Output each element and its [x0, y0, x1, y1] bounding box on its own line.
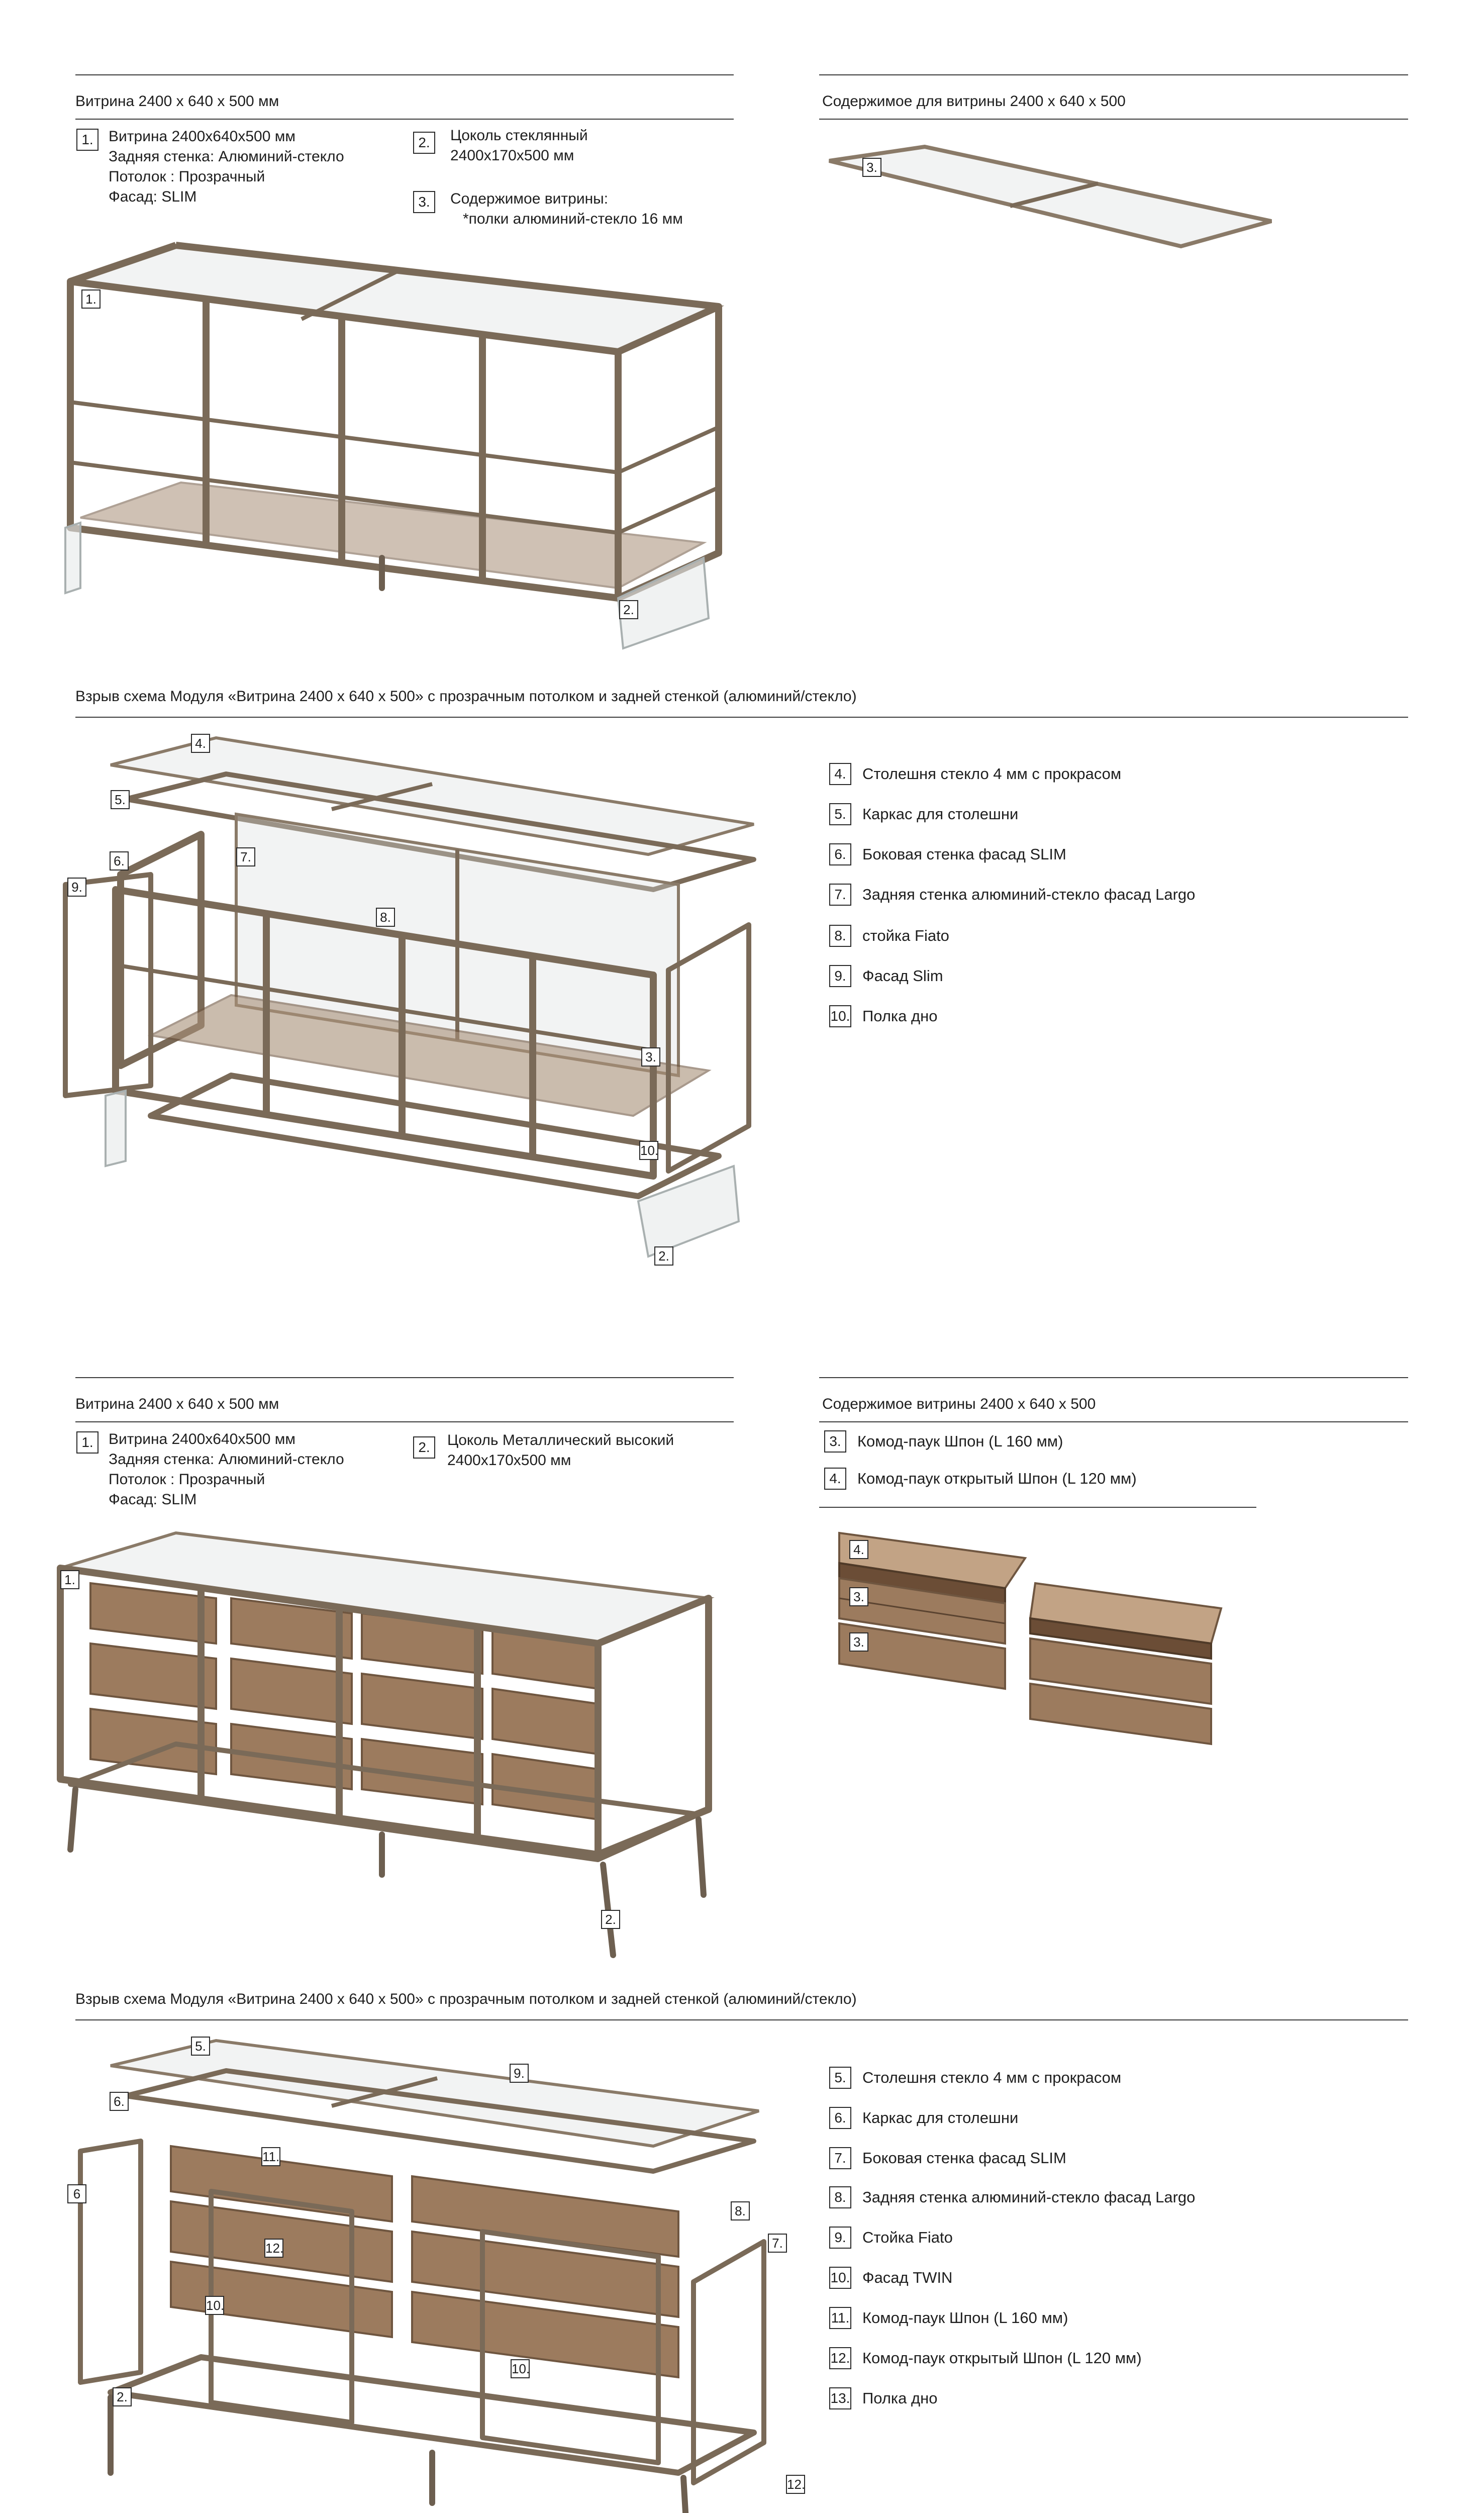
- exploded-facade-slim: [65, 875, 151, 1096]
- legend-text: Каркас для столешни: [862, 805, 1019, 823]
- section4-callout-11: 11.: [261, 2147, 280, 2166]
- section3-drawers-illustration: [819, 1523, 1281, 1754]
- section1-glass-shelf-illustration: [819, 141, 1281, 271]
- section3-callout-3b: 3.: [849, 1632, 868, 1652]
- section3-callout-4: 4.: [849, 1540, 868, 1559]
- section4-legend-row: [829, 2186, 1195, 2208]
- legend-text: Столешня стекло 4 мм с прокрасом: [862, 765, 1122, 783]
- section3-item1-number: 1.: [76, 1431, 98, 1454]
- legend-text: Боковая стенка фасад SLIM: [862, 2149, 1066, 2167]
- section1-item1-number: 1.: [76, 129, 98, 151]
- section4-callout-12b: 12.: [786, 2475, 805, 2494]
- section4-callout-10a: 10.: [205, 2296, 224, 2315]
- section2-callout-7: 7.: [236, 847, 255, 866]
- legend-text: Комод-паук Шпон (L 160 мм): [857, 1432, 1063, 1450]
- section4-legend-row: [829, 2347, 1142, 2369]
- section1-left-heading: Витрина 2400 х 640 х 500 мм: [75, 93, 279, 110]
- section3-callout-2: 2.: [601, 1910, 620, 1929]
- section2-legend-row: [829, 965, 943, 987]
- section2-legend-row: [829, 803, 1018, 825]
- section4-callout-6a: 6.: [110, 2092, 129, 2111]
- section4-legend-row: [829, 2267, 952, 2289]
- section2-legend-row: [829, 1005, 937, 1027]
- section2-exploded-illustration: [50, 724, 804, 1307]
- section2-callout-5: 5.: [111, 790, 130, 809]
- section3-callout-3a: 3.: [849, 1587, 868, 1606]
- section1-right-heading: Содержимое для витрины 2400 х 640 х 500: [822, 93, 1126, 110]
- legend-number: 6.: [829, 843, 851, 865]
- section4-callout-10b: 10.: [511, 2359, 530, 2378]
- legend-text: стойка Fiato: [862, 927, 949, 944]
- legend-number: 7.: [829, 884, 851, 906]
- section1-item2-text: Цоколь стеклянный 2400х170х500 мм: [450, 127, 588, 164]
- legend-number: 9.: [829, 2227, 851, 2249]
- section1-item3-number: 3.: [413, 191, 435, 213]
- section4-callout-8: 8.: [731, 2201, 750, 2220]
- section2-legend-row: [829, 884, 1195, 906]
- section3-item1-text: Витрина 2400х640х500 мм Задняя стенка: Алюминий-стекло Потолок : Прозрачный Фасад: SLIM: [109, 1431, 344, 1508]
- section4-legend-row: [829, 2107, 1018, 2129]
- section4-callout-9: 9.: [510, 2064, 529, 2083]
- section1-callout-2: 2.: [619, 600, 638, 619]
- legend-text: Комод-паук открытый Шпон (L 120 мм): [857, 1470, 1137, 1487]
- section2-heading: Взрыв схема Модуля «Витрина 2400 х 640 х 500» с прозрачным потолком и задней стенкой (алюминий/стекло): [75, 688, 857, 705]
- legend-number: 13.: [829, 2387, 851, 2409]
- legend-number: 3.: [824, 1430, 846, 1453]
- legend-number: 4.: [824, 1468, 846, 1490]
- legend-text: Задняя стенка алюминий-стекло фасад Largo: [862, 2188, 1196, 2206]
- section4-legend-row: [829, 2307, 1068, 2329]
- section1-top-rule-right: [819, 74, 1408, 75]
- section2-callout-9: 9.: [67, 878, 86, 897]
- section4-callout-7: 7.: [768, 2234, 787, 2253]
- section4-exploded-illustration: [50, 2031, 804, 2513]
- legend-text: Боковая стенка фасад SLIM: [862, 845, 1066, 863]
- legend-text: Полка дно: [862, 1007, 938, 1025]
- section3-heading-rule-left: [75, 1421, 734, 1422]
- section2-callout-3: 3.: [641, 1047, 660, 1067]
- section2-legend-row: [829, 763, 1121, 785]
- section4-callout-12a: 12.: [264, 2239, 283, 2258]
- section4-legend-row: [829, 2147, 1066, 2169]
- section4-callout-6b: 6: [67, 2184, 86, 2203]
- section4-legend-row: [829, 2387, 937, 2409]
- section1-item1-text: Витрина 2400х640х500 мм Задняя стенка: Алюминий-стекло Потолок : Прозрачный Фасад: SLIM: [109, 128, 344, 205]
- section2-callout-8: 8.: [376, 908, 395, 927]
- section2-callout-4: 4.: [191, 734, 210, 753]
- section1-heading-rule-left: [75, 119, 734, 120]
- legend-number: 5.: [829, 803, 851, 825]
- section4-legend-row: [829, 2067, 1121, 2089]
- section3-top-rule-left: [75, 1377, 734, 1378]
- section2-legend-row: [829, 843, 1066, 865]
- section1-item3-text: Содержимое витрины: *полки алюминий-стекло 16 мм: [450, 190, 683, 227]
- legend-number: 5.: [829, 2067, 851, 2089]
- section3-item2-text: Цоколь Металлический высокий 2400х170х500 мм: [447, 1432, 674, 1469]
- section3-left-heading: Витрина 2400 х 640 х 500 мм: [75, 1396, 279, 1412]
- section3-showcase-drawers-illustration: [50, 1523, 779, 1965]
- legend-number: 10.: [829, 1005, 851, 1027]
- section3-heading-rule-right: [819, 1421, 1408, 1422]
- legend-number: 7.: [829, 2147, 851, 2169]
- section2-legend-row: [829, 925, 949, 947]
- section4-heading: Взрыв схема Модуля «Витрина 2400 х 640 х 500» с прозрачным потолком и задней стенкой (алюминий/стекло): [75, 1991, 857, 2007]
- legend-text: Каркас для столешни: [862, 2109, 1019, 2127]
- legend-text: Комод-паук открытый Шпон (L 120 мм): [862, 2349, 1142, 2367]
- legend-text: Комод-паук Шпон (L 160 мм): [862, 2309, 1068, 2327]
- section2-callout-6: 6.: [110, 851, 129, 871]
- section3-right-item: [824, 1430, 1063, 1453]
- section3-item2-number: 2.: [413, 1436, 435, 1459]
- exploded-top-glass: [111, 738, 754, 854]
- exploded-drawers: [171, 2146, 678, 2377]
- legend-number: 6.: [829, 2107, 851, 2129]
- section2-heading-rule: [75, 717, 1408, 718]
- section3-top-rule-right: [819, 1377, 1408, 1378]
- section4-callout-2: 2.: [113, 2387, 132, 2406]
- legend-number: 9.: [829, 965, 851, 987]
- legend-text: Столешня стекло 4 мм с прокрасом: [862, 2069, 1122, 2086]
- section4-callout-5: 5.: [191, 2037, 210, 2056]
- section3-right-item: [824, 1468, 1137, 1490]
- section1-item2-number: 2.: [413, 132, 435, 154]
- section1-showcase-illustration: [50, 236, 779, 663]
- section1-top-rule-left: [75, 74, 734, 75]
- legend-number: 8.: [829, 925, 851, 947]
- section3-callout-1: 1.: [60, 1570, 79, 1589]
- section1-callout-1: 1.: [81, 289, 101, 309]
- section4-heading-rule: [75, 2019, 1408, 2020]
- legend-number: 8.: [829, 2186, 851, 2208]
- legend-number: 12.: [829, 2347, 851, 2369]
- exploded-side-wall-right: [668, 925, 749, 1171]
- legend-text: Задняя стенка алюминий-стекло фасад Largo: [862, 886, 1196, 903]
- section2-callout-10: 10.: [639, 1141, 658, 1160]
- legend-text: Фасад TWIN: [862, 2269, 953, 2286]
- section1-callout-3: 3.: [862, 158, 881, 177]
- legend-number: 10.: [829, 2267, 851, 2289]
- legend-text: Фасад Slim: [862, 967, 943, 985]
- legend-text: Полка дно: [862, 2389, 938, 2407]
- section1-heading-rule-right: [819, 119, 1408, 120]
- legend-number: 4.: [829, 763, 851, 785]
- legend-number: 11.: [829, 2307, 851, 2329]
- exploded-side-left: [80, 2141, 141, 2382]
- section3-right-heading: Содержимое витрины 2400 х 640 х 500: [822, 1396, 1096, 1412]
- legend-text: Стойка Fiato: [862, 2229, 953, 2246]
- section2-callout-2: 2.: [654, 1246, 673, 1266]
- section3-right-items-rule: [819, 1507, 1256, 1508]
- section4-legend-row: [829, 2227, 953, 2249]
